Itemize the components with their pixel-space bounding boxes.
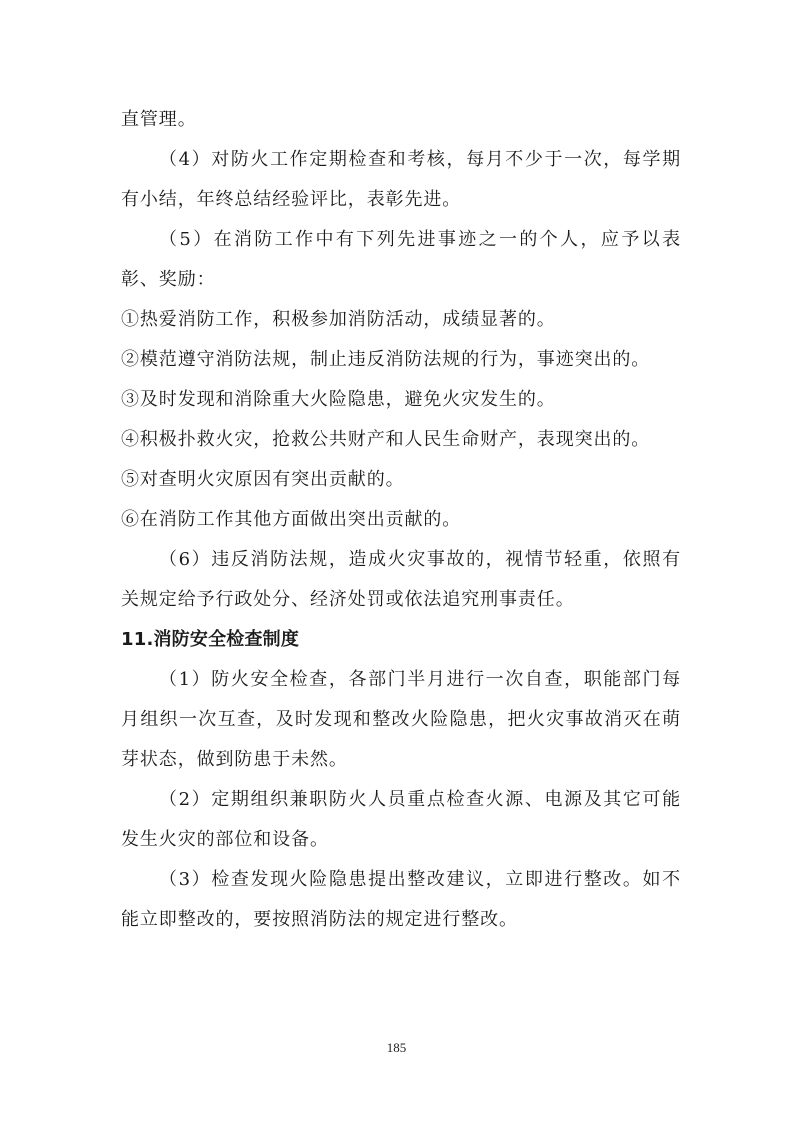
list-item-circled-1: ①热爱消防工作，积极参加消防活动，成绩显著的。 (121, 309, 556, 330)
page-body (121, 100, 681, 940)
section-paragraph-3: （3）检查发现火险隐患提出整改建议，立即进行整改。如不能立即整改的，要按照消防法的规定进行整改。 (121, 869, 681, 930)
paragraph-item-5: （5）在消防工作中有下列先进事迹之一的个人，应予以表彰、奖励： (121, 229, 681, 290)
list-item-circled-2: ②模范遵守消防法规，制止违反消防法规的行为，事迹突出的。 (121, 349, 651, 370)
list-item-circled-4: ④积极扑救火灾，抢救公共财产和人民生命财产，表现突出的。 (121, 429, 651, 450)
section-heading: 11.消防安全检查制度 (121, 629, 300, 650)
paragraph-item-6: （6）违反消防法规，造成火灾事故的，视情节轻重，依照有关规定给予行政处分、经济处罚或依法追究刑事责任。 (121, 549, 681, 610)
section-paragraph-2: （2）定期组织兼职防火人员重点检查火源、电源及其它可能发生火灾的部位和设备。 (121, 789, 681, 850)
section-paragraph-1: （1）防火安全检查，各部门半月进行一次自查，职能部门每月组织一次互查，及时发现和整改火险隐患，把火灾事故消灭在萌芽状态，做到防患于未然。 (121, 669, 681, 770)
paragraph-item-4: （4）对防火工作定期检查和考核，每月不少于一次，每学期有小结，年终总结经验评比，表彰先进。 (121, 149, 681, 210)
paragraph-continuation: 直管理。 (121, 109, 197, 130)
page-number: 185 (386, 1040, 407, 1055)
list-item-circled-3: ③及时发现和消除重大火险隐患，避免火灾发生的。 (121, 389, 556, 410)
list-item-circled-6: ⑥在消防工作其他方面做出突出贡献的。 (121, 509, 462, 530)
list-item-circled-5: ⑤对查明火灾原因有突出贡献的。 (121, 469, 405, 490)
